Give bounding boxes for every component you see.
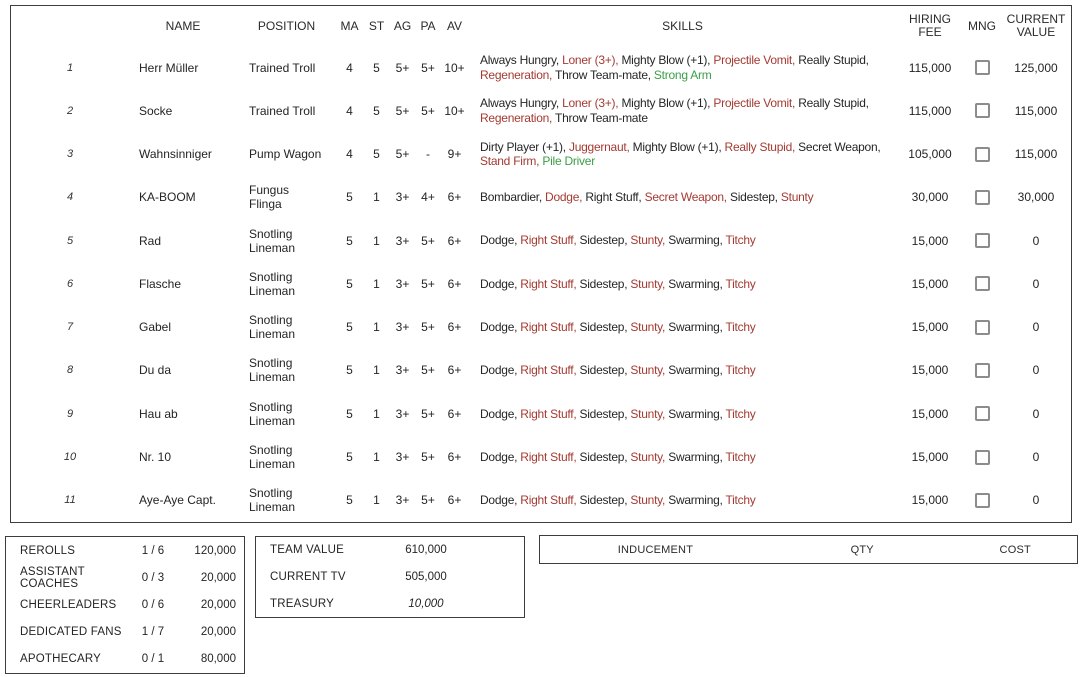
hiring-fee: 105,000 [908, 147, 952, 162]
table-row[interactable] [11, 262, 1071, 305]
player-name: Aye-Aye Capt. [139, 493, 216, 508]
stat-ag: 3+ [395, 320, 410, 335]
stat-st: 1 [373, 363, 380, 378]
roster-header-row [11, 6, 1071, 46]
skill-label: Throw Team-mate, [555, 67, 654, 82]
skill-label: Dirty Player (+1), [480, 139, 569, 154]
stat-ma: 5 [346, 450, 353, 465]
table-row[interactable] [11, 392, 1071, 435]
player-skills [468, 190, 897, 205]
skill-label: Titchy [725, 363, 756, 378]
player-number: 4 [66, 191, 74, 204]
table-row[interactable] [11, 46, 1071, 89]
table-row[interactable] [11, 219, 1071, 262]
stat-av: 10+ [444, 60, 465, 75]
skill-label: Swarming, [668, 276, 726, 291]
cost-column-header: COST [999, 543, 1031, 556]
skill-label: Really Stupid, [724, 139, 799, 154]
player-number: 10 [63, 451, 77, 464]
skill-label: Titchy [725, 319, 756, 334]
player-position: Snotling Lineman [249, 269, 296, 298]
current-value: 0 [1032, 276, 1040, 291]
skill-label: Swarming, [668, 449, 726, 464]
skill-label: Swarming, [668, 319, 726, 334]
player-number: 9 [66, 407, 74, 420]
stat-st: 1 [373, 406, 380, 421]
stat-av: 6+ [447, 190, 462, 205]
mng-cell [963, 320, 1001, 335]
skill-label: Sidestep, [579, 493, 631, 508]
stat-ma: 5 [346, 190, 353, 205]
mng-checkbox[interactable] [975, 450, 990, 465]
skill-label: Projectile Vomit, [713, 53, 799, 68]
hiring-fee: 15,000 [911, 276, 949, 291]
mng-cell [963, 147, 1001, 162]
column-header-hiring-fee [897, 13, 963, 39]
stat-ag: 3+ [395, 363, 410, 378]
skill-label: Dodge, [480, 449, 521, 464]
stat-pa: 5+ [421, 276, 435, 291]
staff-row [6, 537, 244, 564]
skill-label: Swarming, [668, 233, 726, 248]
stat-ag: 3+ [395, 493, 410, 508]
column-header-pa-label: PA [420, 18, 436, 33]
stat-av: 10+ [444, 103, 465, 118]
stat-av: 6+ [447, 276, 462, 291]
skill-label: Right Stuff, [520, 276, 580, 291]
player-position: Snotling Lineman [249, 399, 296, 428]
column-header-mng-label: MNG [968, 18, 996, 33]
hiring-fee: 15,000 [911, 406, 949, 421]
player-roster-table [10, 5, 1072, 523]
stat-ag: 3+ [395, 233, 410, 248]
player-skills [468, 140, 897, 169]
player-number: 8 [66, 364, 74, 377]
skill-label: Juggernaut, [568, 139, 633, 154]
summary-row [256, 590, 524, 617]
stat-ag: 3+ [395, 450, 410, 465]
hiring-fee: 15,000 [911, 493, 949, 508]
stat-pa: 5+ [421, 60, 435, 75]
skill-label: Stunty, [630, 319, 669, 334]
player-number: 2 [66, 104, 74, 117]
skill-label: Swarming, [668, 493, 726, 508]
hiring-fee-header-line2: FEE [918, 25, 942, 39]
skill-label: Titchy [725, 233, 756, 248]
skill-label: Dodge, [480, 406, 521, 421]
skill-label: Titchy [725, 276, 756, 291]
skill-label: Mighty Blow (+1), [621, 53, 714, 68]
stat-st: 5 [373, 60, 380, 75]
stat-pa: 4+ [421, 190, 435, 205]
staff-cost: 20,000 [200, 626, 236, 639]
current-value: 0 [1032, 363, 1040, 378]
team-staff-panel [5, 536, 245, 674]
player-roster-rows [11, 46, 1071, 522]
stat-st: 5 [373, 103, 380, 118]
stat-st: 1 [373, 450, 380, 465]
summary-row [256, 564, 524, 591]
column-header-ag [390, 20, 415, 33]
player-position: Snotling Lineman [249, 486, 296, 515]
staff-ratio: 0 / 6 [141, 599, 165, 611]
skill-label: Sidestep, [579, 363, 631, 378]
stat-st: 1 [373, 233, 380, 248]
stat-av: 6+ [447, 320, 462, 335]
player-skills [468, 320, 897, 335]
player-name: Gabel [139, 320, 172, 335]
player-position: Snotling Lineman [249, 226, 296, 255]
player-name: Herr Müller [139, 60, 199, 75]
player-position: Trained Troll [249, 103, 316, 118]
staff-cost: 20,000 [200, 571, 236, 584]
player-position: Snotling Lineman [249, 356, 296, 385]
skill-label: Titchy [725, 449, 756, 464]
stat-ag: 5+ [395, 147, 410, 162]
skill-label: Really Stupid, [798, 53, 869, 68]
staff-ratio: 1 / 7 [141, 626, 165, 639]
skill-label: Swarming, [668, 363, 726, 378]
stat-av: 6+ [447, 233, 462, 248]
mng-checkbox[interactable] [975, 147, 990, 162]
skill-label: Dodge, [480, 493, 521, 508]
table-row[interactable] [11, 349, 1071, 392]
stat-ma: 5 [346, 363, 353, 378]
stat-pa: 5+ [421, 450, 435, 465]
player-skills [468, 277, 897, 292]
skill-label: Right Stuff, [520, 493, 580, 508]
skill-label: Strong Arm [653, 67, 712, 82]
column-header-mng [963, 20, 1001, 33]
player-skills [468, 233, 897, 248]
mng-cell [963, 233, 1001, 248]
qty-column-header: QTY [850, 543, 874, 556]
skill-label: Always Hungry, [480, 53, 563, 68]
player-name: Wahnsinniger [139, 147, 212, 162]
staff-row [6, 646, 244, 673]
skill-label: Mighty Blow (+1), [632, 139, 725, 154]
skill-label: Bombardier, [480, 190, 546, 205]
staff-label: APOTHECARY [20, 653, 102, 666]
stat-ma: 4 [346, 103, 353, 118]
skill-label: Loner (3+), [562, 53, 622, 68]
skill-label: Stand Firm, [480, 154, 543, 169]
current-value: 0 [1032, 233, 1040, 248]
mng-cell [963, 60, 1001, 75]
mng-checkbox[interactable] [975, 276, 990, 291]
player-number: 5 [66, 234, 74, 247]
player-position: Pump Wagon [249, 147, 322, 162]
skill-label: Stunty, [630, 406, 669, 421]
stat-ma: 4 [346, 60, 353, 75]
stat-st: 1 [373, 276, 380, 291]
player-number: 3 [66, 148, 74, 161]
player-skills [468, 407, 897, 422]
staff-ratio: 0 / 1 [141, 653, 165, 666]
current-value: 0 [1032, 450, 1040, 465]
mng-cell [963, 103, 1001, 118]
skill-label: Mighty Blow (+1), [621, 96, 714, 111]
player-name: KA-BOOM [139, 190, 196, 205]
mng-checkbox[interactable] [975, 406, 990, 421]
table-row[interactable] [11, 479, 1071, 522]
mng-cell [963, 363, 1001, 378]
player-name: Flasche [139, 276, 182, 291]
player-skills [468, 450, 897, 465]
player-name: Socke [139, 103, 173, 118]
column-header-av [441, 20, 468, 33]
skill-label: Swarming, [668, 406, 726, 421]
table-row[interactable] [11, 176, 1071, 219]
mng-cell [963, 190, 1001, 205]
mng-checkbox[interactable] [975, 60, 990, 75]
current-value: 30,000 [1017, 190, 1055, 205]
skill-label: Right Stuff, [520, 233, 580, 248]
summary-label: CURRENT TV [270, 571, 346, 583]
table-row[interactable] [11, 133, 1071, 176]
player-position: Snotling Lineman [249, 443, 296, 472]
stat-av: 6+ [447, 363, 462, 378]
player-number: 1 [66, 61, 74, 74]
skill-label: Stunty, [630, 449, 669, 464]
staff-label: REROLLS [20, 544, 76, 557]
stat-av: 6+ [447, 450, 462, 465]
current-value-header-line2: VALUE [1016, 25, 1056, 39]
staff-row [6, 619, 244, 646]
table-row[interactable] [11, 89, 1071, 132]
mng-checkbox[interactable] [975, 233, 990, 248]
mng-cell [963, 276, 1001, 291]
hiring-fee: 115,000 [908, 103, 952, 118]
mng-cell [963, 450, 1001, 465]
skill-label: Stunty, [630, 276, 669, 291]
player-position: Snotling Lineman [249, 313, 296, 342]
skill-label: Stunty [780, 190, 814, 205]
summary-value: 505,000 [405, 571, 447, 583]
column-header-ma-label: MA [340, 18, 359, 33]
stat-ag: 3+ [395, 406, 410, 421]
skill-label: Pile Driver [542, 154, 595, 169]
hiring-fee: 15,000 [911, 233, 949, 248]
skill-label: Right Stuff, [585, 190, 645, 205]
player-skills [468, 363, 897, 378]
skill-label: Secret Weapon, [798, 139, 881, 154]
player-skills [468, 53, 897, 82]
skill-label: Sidestep, [579, 449, 631, 464]
stat-ma: 5 [346, 406, 353, 421]
hiring-fee: 15,000 [911, 450, 949, 465]
stat-ma: 5 [346, 233, 353, 248]
stat-av: 9+ [447, 147, 462, 162]
skill-label: Stunty, [630, 233, 669, 248]
summary-value: 10,000 [408, 597, 444, 610]
skill-label: Stunty, [630, 493, 669, 508]
staff-label: ASSISTANT COACHES [20, 565, 85, 590]
current-value: 0 [1032, 406, 1040, 421]
mng-checkbox[interactable] [975, 493, 990, 508]
current-value: 0 [1032, 320, 1040, 335]
column-header-av-label: AV [446, 18, 463, 33]
player-name: Nr. 10 [139, 450, 172, 465]
player-name: Hau ab [139, 406, 178, 421]
skill-label: Dodge, [480, 319, 521, 334]
skill-label: Right Stuff, [520, 363, 580, 378]
staff-label: DEDICATED FANS [20, 626, 122, 639]
hiring-fee: 30,000 [911, 190, 949, 205]
stat-pa: - [426, 147, 430, 162]
summary-label: TEAM VALUE [270, 544, 344, 557]
column-header-position [237, 20, 336, 33]
table-row[interactable] [11, 306, 1071, 349]
stat-av: 6+ [447, 493, 462, 508]
stat-pa: 5+ [421, 406, 435, 421]
hiring-fee: 15,000 [911, 320, 949, 335]
player-name: Du da [139, 363, 172, 378]
inducement-table [539, 535, 1078, 564]
skill-label: Projectile Vomit, [713, 96, 799, 111]
skill-label: Sidestep, [579, 319, 631, 334]
inducement-column-header: INDUCEMENT [617, 543, 694, 556]
stat-ma: 4 [346, 147, 353, 162]
column-header-position-label: POSITION [257, 18, 316, 33]
mng-cell [963, 406, 1001, 421]
skill-label: Throw Team-mate [555, 110, 648, 125]
stat-ag: 5+ [395, 103, 410, 118]
skill-label: Loner (3+), [562, 96, 622, 111]
skill-label: Dodge, [480, 363, 521, 378]
staff-ratio: 0 / 3 [141, 571, 165, 584]
skill-label: Dodge, [480, 233, 521, 248]
player-number: 7 [66, 321, 74, 334]
staff-row [6, 591, 244, 618]
stat-ma: 5 [346, 276, 353, 291]
skill-label: Dodge, [480, 276, 521, 291]
summary-row [256, 537, 524, 564]
stat-pa: 5+ [421, 320, 435, 335]
column-header-name-label: NAME [165, 18, 201, 33]
skill-label: Right Stuff, [520, 449, 580, 464]
staff-cost: 120,000 [194, 544, 236, 557]
stat-pa: 5+ [421, 493, 435, 508]
skill-label: Sidestep, [729, 190, 781, 205]
stat-st: 5 [373, 147, 380, 162]
column-header-name [129, 20, 237, 33]
staff-cost: 80,000 [200, 653, 236, 666]
stat-st: 1 [373, 190, 380, 205]
stat-ma: 5 [346, 493, 353, 508]
stat-pa: 5+ [421, 233, 435, 248]
current-value-header-line1: CURRENT [1006, 12, 1066, 26]
stat-pa: 5+ [421, 103, 435, 118]
stat-av: 6+ [447, 406, 462, 421]
player-number: 6 [66, 277, 74, 290]
stat-ag: 5+ [395, 60, 410, 75]
current-value: 0 [1032, 493, 1040, 508]
current-value: 115,000 [1014, 147, 1058, 162]
skill-label: Right Stuff, [520, 319, 580, 334]
skill-label: Titchy [725, 406, 756, 421]
current-value: 115,000 [1014, 103, 1058, 118]
player-position: Trained Troll [249, 60, 316, 75]
staff-ratio: 1 / 6 [141, 544, 165, 557]
staff-label: CHEERLEADERS [20, 599, 117, 611]
player-position: Fungus Flinga [249, 183, 290, 212]
skill-label: Right Stuff, [520, 406, 580, 421]
column-header-st [363, 20, 390, 33]
skill-label: Really Stupid, [798, 96, 869, 111]
stat-st: 1 [373, 493, 380, 508]
column-header-skills [468, 20, 897, 33]
current-value: 125,000 [1014, 60, 1058, 75]
mng-checkbox[interactable] [975, 320, 990, 335]
table-row[interactable] [11, 435, 1071, 478]
hiring-fee-header-line1: HIRING [909, 12, 951, 26]
staff-cost: 20,000 [200, 599, 236, 611]
summary-value: 610,000 [405, 544, 447, 557]
column-header-skills-label: SKILLS [662, 18, 703, 33]
mng-checkbox[interactable] [975, 363, 990, 378]
stat-pa: 5+ [421, 363, 435, 378]
skill-label: Stunty, [630, 363, 669, 378]
skill-label: Sidestep, [579, 276, 631, 291]
summary-label: TREASURY [270, 597, 335, 610]
skill-label: Sidestep, [579, 233, 631, 248]
mng-checkbox[interactable] [975, 190, 990, 205]
skill-label: Dodge, [545, 190, 586, 205]
mng-cell [963, 493, 1001, 508]
skill-label: Sidestep, [579, 406, 631, 421]
column-header-st-label: ST [368, 18, 385, 33]
player-skills [468, 96, 897, 125]
skill-label: Titchy [725, 493, 756, 508]
column-header-pa [415, 20, 441, 33]
skill-label: Regeneration, [480, 67, 556, 82]
skill-label: Regeneration, [480, 110, 556, 125]
player-name: Rad [139, 233, 162, 248]
column-header-current-value [1001, 13, 1071, 39]
column-header-ag-label: AG [393, 18, 412, 33]
mng-checkbox[interactable] [975, 103, 990, 118]
staff-row [6, 564, 244, 591]
player-number: 11 [64, 494, 76, 507]
hiring-fee: 15,000 [911, 363, 949, 378]
player-skills [468, 493, 897, 508]
column-header-ma [336, 20, 363, 33]
skill-label: Secret Weapon, [644, 190, 730, 205]
hiring-fee: 115,000 [908, 60, 952, 75]
stat-st: 1 [373, 320, 380, 335]
stat-ag: 3+ [395, 276, 410, 291]
stat-ma: 5 [346, 320, 353, 335]
stat-ag: 3+ [395, 190, 410, 205]
team-value-panel [255, 536, 525, 618]
skill-label: Always Hungry, [480, 96, 563, 111]
